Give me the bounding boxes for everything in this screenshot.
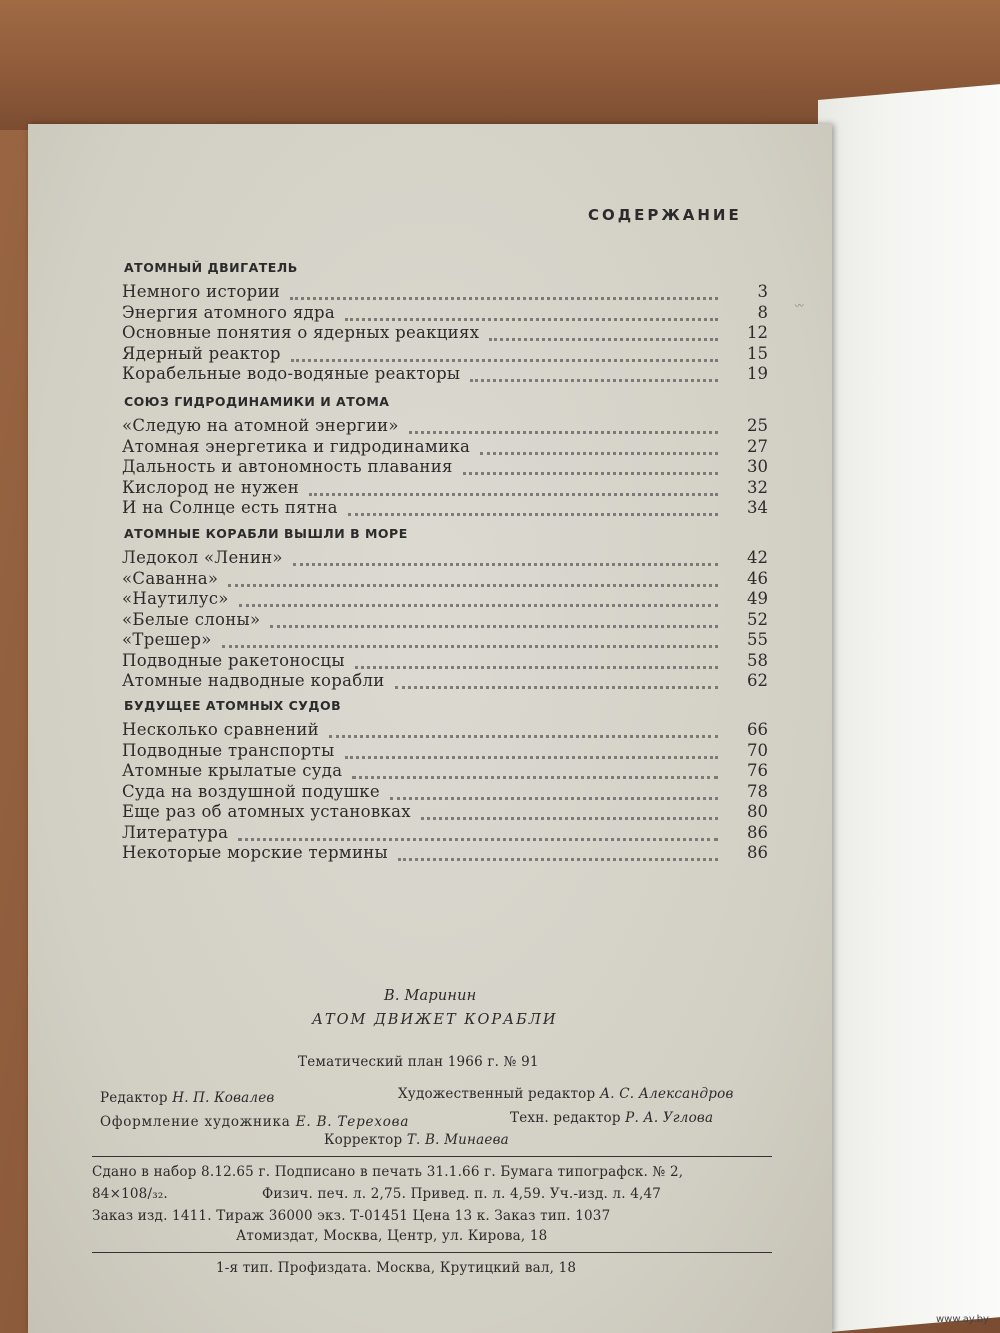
toc-leader-dots xyxy=(395,684,718,689)
toc-leader-dots xyxy=(329,733,718,738)
toc-section-title: АТОМНЫЙ ДВИГАТЕЛЬ xyxy=(124,260,298,275)
art-editor-label: Художественный редактор xyxy=(398,1086,596,1102)
print-info-line-2: Физич. печ. л. 2,75. Привед. п. л. 4,59. Уч.-изд. л. 4,47 xyxy=(262,1186,662,1202)
toc-entry-label: Кислород не нужен xyxy=(122,477,300,497)
toc-leader-dots xyxy=(291,357,718,362)
toc-leader-dots xyxy=(463,470,718,475)
toc-entry-label: «Саванна» xyxy=(122,568,219,588)
toc-leader-dots xyxy=(309,491,718,496)
print-info-line-1: Сдано в набор 8.12.65 г. Подписано в печать 31.1.66 г. Бумага типографск. № 2, xyxy=(92,1164,684,1180)
divider-bottom xyxy=(92,1252,772,1253)
corrector-credit xyxy=(324,1132,509,1148)
toc-page-number: 66 xyxy=(747,720,768,739)
toc-entry-label: Подводные ракетоносцы xyxy=(122,650,345,670)
tech-editor-credit xyxy=(510,1110,713,1126)
publisher-address: Атомиздат, Москва, Центр, ул. Кирова, 18 xyxy=(236,1228,548,1244)
toc-leader-dots xyxy=(345,754,718,759)
toc-section-title: БУДУЩЕЕ АТОМНЫХ СУДОВ xyxy=(124,698,342,713)
print-info-line-3: Заказ изд. 1411. Тираж 36000 экз. Т-01451 Цена 13 к. Заказ тип. 1037 xyxy=(92,1208,611,1224)
book-page xyxy=(28,124,832,1333)
toc-page-number: 30 xyxy=(747,457,768,476)
toc-leader-dots xyxy=(348,511,718,516)
design-label: Оформление художника xyxy=(100,1114,291,1130)
toc-entry-label: Ледокол «Ленин» xyxy=(122,548,283,567)
toc-leader-dots xyxy=(398,856,718,861)
toc-entry-label: Ядерный реактор xyxy=(122,343,281,363)
toc-page-number: 46 xyxy=(747,568,768,588)
toc-leader-dots xyxy=(409,429,718,434)
toc-entry-label: Атомные крылатые суда xyxy=(122,761,343,780)
watermark: www.ay.by xyxy=(936,1314,989,1325)
printer-address: 1-я тип. Профиздата. Москва, Крутицкий вал, 18 xyxy=(216,1260,577,1276)
toc-page-number: 80 xyxy=(747,802,768,821)
toc-page-number: 19 xyxy=(747,364,768,383)
toc-leader-dots xyxy=(293,561,718,566)
design-credit xyxy=(100,1114,409,1130)
toc-entry-label: Суда на воздушной подушке xyxy=(122,781,380,801)
tech-editor-label: Техн. редактор xyxy=(510,1110,621,1126)
toc-page-number: 15 xyxy=(747,343,768,363)
toc-leader-dots xyxy=(421,815,718,820)
toc-entry-label: Дальность и автономность плавания xyxy=(122,457,453,476)
editor-name: Н. П. Ковалев xyxy=(172,1090,275,1106)
tech-editor-name: Р. А. Углова xyxy=(625,1110,714,1126)
toc-leader-dots xyxy=(290,295,718,300)
toc-page-number: 58 xyxy=(747,650,768,670)
toc-page-number: 86 xyxy=(747,843,768,862)
toc-leader-dots xyxy=(228,582,718,587)
toc-page-number: 27 xyxy=(747,436,768,456)
print-format: 84×108/₃₂. xyxy=(92,1186,168,1202)
toc-section-title: АТОМНЫЕ КОРАБЛИ ВЫШЛИ В МОРЕ xyxy=(124,526,408,541)
corrector-label: Корректор xyxy=(324,1132,403,1148)
toc-leader-dots xyxy=(489,336,718,341)
editor-credit xyxy=(100,1090,274,1106)
toc-leader-dots xyxy=(239,602,718,607)
toc-page-number: 76 xyxy=(747,761,768,780)
toc-entry-label: Подводные транспорты xyxy=(122,740,335,760)
toc-page-number: 52 xyxy=(747,609,768,629)
toc-leader-dots xyxy=(222,643,718,648)
toc-leader-dots xyxy=(238,836,718,841)
toc-page-number: 12 xyxy=(747,323,768,342)
toc-leader-dots xyxy=(352,774,718,779)
toc-entry-label: «Следую на атомной энергии» xyxy=(122,416,399,435)
divider-top xyxy=(92,1156,772,1157)
toc-page-number: 42 xyxy=(747,548,768,567)
toc-entry-label: И на Солнце есть пятна xyxy=(122,498,338,517)
toc-leader-dots xyxy=(270,623,718,628)
book-title: АТОМ ДВИЖЕТ КОРАБЛИ xyxy=(312,1012,558,1028)
editor-label: Редактор xyxy=(100,1090,168,1106)
toc-entry-label: Литература xyxy=(122,822,229,842)
toc-entry-label: «Наутилус» xyxy=(122,589,229,608)
toc-page-number: 3 xyxy=(757,282,768,301)
toc-page-number: 62 xyxy=(747,671,768,690)
toc-page-number: 78 xyxy=(747,781,768,801)
toc-page-number: 86 xyxy=(747,822,768,842)
toc-page-number: 34 xyxy=(747,498,768,517)
toc-entry-label: Атомные надводные корабли xyxy=(122,671,385,690)
toc-page-number: 8 xyxy=(757,302,768,322)
toc-page-number: 32 xyxy=(747,477,768,497)
toc-page-number: 55 xyxy=(747,630,768,649)
corrector-name: Т. В. Минаева xyxy=(406,1132,509,1148)
toc-leader-dots xyxy=(390,795,718,800)
thematic-plan: Тематический план 1966 г. № 91 xyxy=(298,1054,539,1070)
toc-leader-dots xyxy=(470,377,718,382)
facing-page xyxy=(818,84,1000,1333)
toc-entry-label: Атомная энергетика и гидродинамика xyxy=(122,436,471,456)
toc-leader-dots xyxy=(480,450,718,455)
toc-entry-label: Немного истории xyxy=(122,282,281,301)
toc-entry-label: Еще раз об атомных установках xyxy=(122,802,411,821)
toc-entry-label: «Белые слоны» xyxy=(122,609,261,629)
toc-entry-label: Некоторые морские термины xyxy=(122,843,388,862)
art-editor-name: А. С. Александров xyxy=(599,1086,734,1102)
design-name: Е. В. Терехова xyxy=(295,1114,410,1130)
toc-entry-label: «Трешер» xyxy=(122,630,212,649)
book-author: В. Маринин xyxy=(384,988,477,1004)
pencil-mark: 〰 xyxy=(794,301,805,313)
toc-section-title: СОЮЗ ГИДРОДИНАМИКИ И АТОМА xyxy=(124,394,390,409)
toc-leader-dots xyxy=(355,664,718,669)
toc-entry-label: Корабельные водо-водяные реакторы xyxy=(122,364,461,383)
toc-page-number: 49 xyxy=(747,589,768,608)
toc-entry-label: Основные понятия о ядерных реакциях xyxy=(122,323,480,342)
toc-heading: СОДЕРЖАНИЕ xyxy=(588,206,742,224)
toc-page-number: 70 xyxy=(747,740,768,760)
toc-leader-dots xyxy=(345,316,718,321)
toc-entry-label: Несколько сравнений xyxy=(122,720,319,739)
toc-entry-label: Энергия атомного ядра xyxy=(122,302,336,322)
art-editor-credit xyxy=(398,1086,734,1102)
toc-page-number: 25 xyxy=(747,416,768,435)
